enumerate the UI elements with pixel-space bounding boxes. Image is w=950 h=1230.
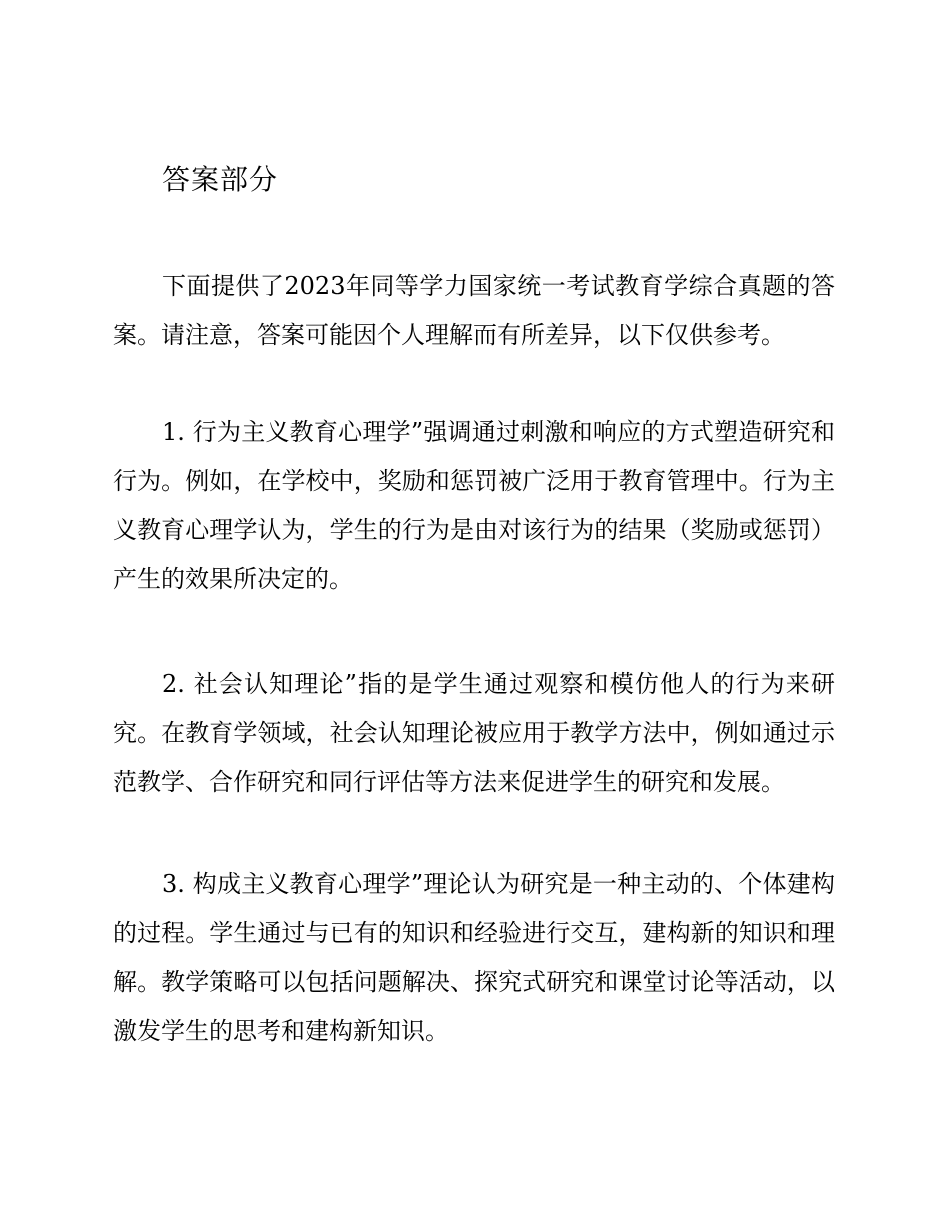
answer-paragraph-3: 3. 构成主义教育心理学”理论认为研究是一种主动的、个体建构的过程。学生通过与已有的知识和经验进行交互，建构新的知识和理解。教学策略可以包括问题解决、探究式研究和课堂讨论等活动，以激发学生的思考和建构新知识。 bbox=[113, 870, 835, 1045]
answer-paragraph-2: 2. 社会认知理论”指的是学生通过观察和模仿他人的行为来研究。在教育学领域，社会认知理论被应用于教学方法中，例如通过示范教学、合作研究和同行评估等方法来促进学生的研究和发展。 bbox=[113, 670, 835, 796]
intro-paragraph: 下面提供了2023年同等学力国家统一考试教育学综合真题的答案。请注意，答案可能因个人理解而有所差异，以下仅供参考。 bbox=[113, 272, 835, 349]
section-heading: 答案部分 bbox=[162, 163, 279, 196]
answer-paragraph-1: 1. 行为主义教育心理学”强调通过刺激和响应的方式塑造研究和行为。例如，在学校中，奖励和惩罚被广泛用于教育管理中。行为主义教育心理学认为，学生的行为是由对该行为的结果（奖励或惩罚）产生的效果所决定的。 bbox=[113, 418, 835, 593]
